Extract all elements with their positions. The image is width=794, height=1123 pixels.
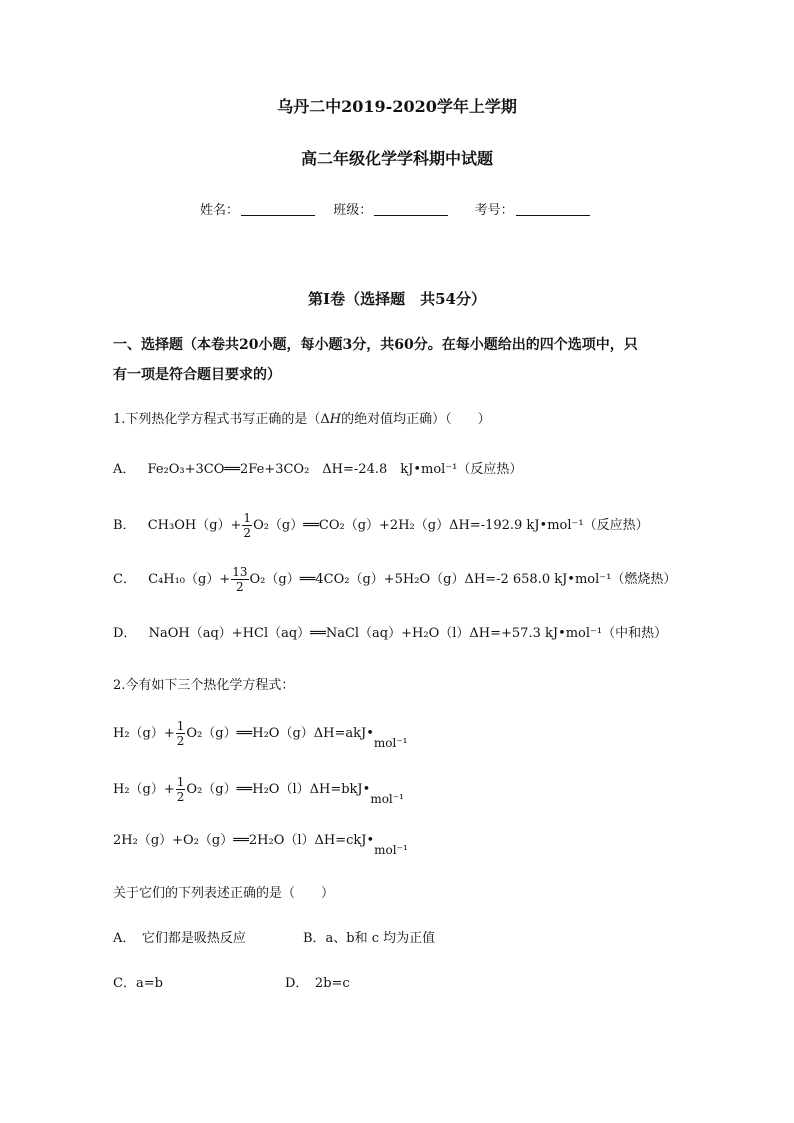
part1-heading: 第Ⅰ卷（选择题 共54分） [308,290,486,308]
q2-equation-1 [113,718,408,759]
equation-text-pre: H₂（g）+ [113,726,175,741]
section-title: 一、选择题（本卷共20小题，每小题3分，共60分。在每小题给出的四个选项中，只 [113,337,638,353]
option-text-pre: CH₃OH（g）+ [147,518,242,533]
option-text: Fe₂O₃+3CO══2Fe+3CO₂ ΔH=-24.8 kJ•mol⁻¹（反应热） [147,462,523,477]
q1-option-b[interactable] [113,510,649,542]
class-label: 班级： [333,203,373,218]
option-label: B． [113,518,136,533]
fraction: $\frac{13}{2}$ [232,565,248,594]
class-blank[interactable] [374,203,448,216]
q2-question: 关于它们的下列表述正确的是（ ） [113,886,335,901]
name-blank[interactable] [241,203,315,216]
equation-text: 2H₂（g）+O₂（g）══2H₂O（l）ΔH=ckJ• [113,833,375,848]
student-info-row [200,202,590,220]
section-title-cont: 有一项是符合题目要求的） [113,367,281,383]
exam-subtitle: 高二年级化学学科期中试题 [300,149,493,168]
option-label: D． [113,626,137,641]
q2-option-a[interactable]: A． 它们都是吸热反应 [113,931,246,946]
q1-option-c[interactable] [113,564,676,596]
equation-text-pre: H₂（g）+ [113,782,175,797]
name-label: 姓名： [200,203,240,218]
option-label: A． [113,462,136,477]
exam-no-blank[interactable] [516,203,590,216]
q1-stem [113,411,491,429]
q1-option-a[interactable] [113,461,522,479]
q2-option-d[interactable]: D． 2b=c [285,976,350,991]
q1-stem-var: H [329,412,342,427]
q2-stem: 2.今有如下三个热化学方程式： [113,678,295,693]
equation-text-post: O₂（g）══H₂O（g）ΔH=akJ• [186,726,374,741]
exam-no-label: 考号： [474,203,514,218]
equation-unit: mol⁻¹ [373,736,408,750]
fraction: $\frac{1}{2}$ [176,719,185,748]
option-text-pre: C₄H₁₀（g）+ [148,572,231,587]
option-text-post: O₂（g）══4CO₂（g）+5H₂O（g）ΔH=-2 658.0 kJ•mol⁻¹（燃烧热） [249,572,677,587]
option-label: C． [113,572,136,587]
exam-title: 乌丹二中2019-2020学年上学期 [277,97,517,116]
q1-stem-pre: 1.下列热化学方程式书写正确的是（Δ [113,412,330,427]
equation-unit: mol⁻¹ [374,843,408,857]
fraction: $\frac{1}{2}$ [176,775,185,804]
equation-text-post: O₂（g）══H₂O（l）ΔH=bkJ• [186,782,371,797]
q2-equation-2 [113,774,404,815]
fraction: $\frac{1}{2}$ [243,511,252,540]
q2-equation-3 [113,832,408,859]
q2-option-b[interactable]: B．a、b和 c 均为正值 [303,931,436,946]
q1-stem-post: 的绝对值均正确）（ ） [341,412,491,427]
q1-option-d[interactable] [113,625,667,643]
q2-option-c[interactable]: C．a=b [113,976,163,991]
option-text: NaOH（aq）+HCl（aq）══NaCl（aq）+H₂O（l）ΔH=+57.3 kJ•mol⁻¹（中和热） [148,626,668,641]
equation-unit: mol⁻¹ [370,792,404,806]
option-text-post: O₂（g）══CO₂（g）+2H₂（g）ΔH=-192.9 kJ•mol⁻¹（反应热） [253,518,649,533]
